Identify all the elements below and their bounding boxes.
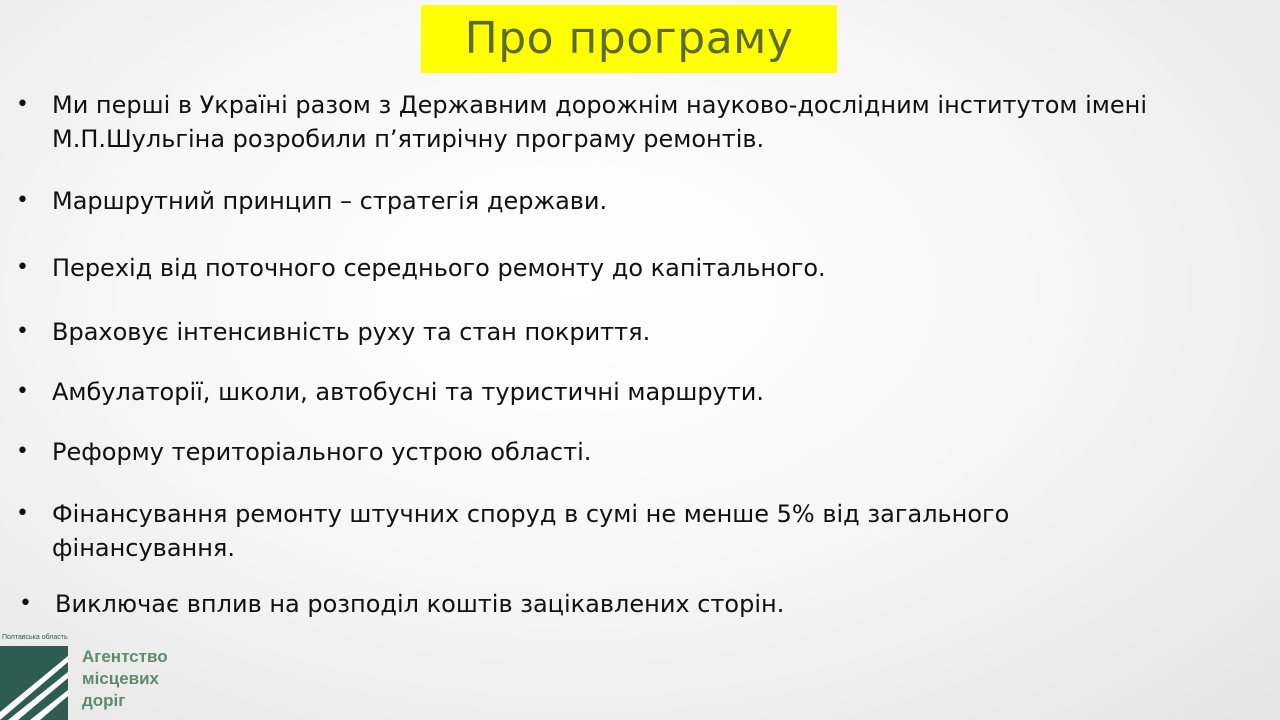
bullet-marker: • [16, 379, 29, 404]
bullet-text: Реформу територіального устрою області. [52, 438, 592, 466]
bullet-item [16, 315, 1222, 349]
bullet-item [16, 497, 1052, 565]
bullet-text: Амбулаторії, школи, автобусні та туристичні маршрути. [52, 378, 765, 406]
bullet-item [16, 435, 1222, 469]
bullet-text: Враховує інтенсивність руху та стан покриття. [52, 318, 651, 346]
bullet-text: Виключає вплив на розподіл коштів зацікавлених сторін. [55, 590, 785, 618]
bullet-marker: • [16, 439, 29, 464]
bullet-item [16, 88, 1222, 156]
bullet-item [19, 587, 1225, 621]
bullet-marker: • [16, 92, 29, 117]
agency-logo [0, 632, 190, 720]
logo-region-caption: Полтавська область [2, 634, 68, 641]
bullet-marker: • [16, 255, 29, 280]
slide-title: Про програму [464, 13, 794, 64]
bullet-marker: • [19, 591, 32, 616]
logo-wordmark [82, 646, 168, 712]
bullet-item [16, 251, 1222, 285]
title-banner [421, 5, 837, 73]
bullet-text: Фінансування ремонту штучних споруд в сумі не менше 5% від загального фінансування. [52, 500, 1010, 562]
bullet-marker: • [16, 501, 29, 526]
bullet-marker: • [16, 319, 29, 344]
bullet-item [16, 375, 1222, 409]
bullet-text: Перехід від поточного середнього ремонту до капітального. [52, 254, 826, 282]
bullet-marker: • [16, 188, 29, 213]
bullet-text: Ми перші в Україні разом з Державним дорожнім науково-дослідним інститутом імені М.П.Шульгіна розробили п’ятирічну програму ремонтів. [52, 91, 1148, 153]
logo-line: місцевих [82, 669, 160, 688]
bullet-text: Маршрутний принцип – стратегія держави. [52, 187, 608, 215]
road-logo-icon [0, 646, 68, 720]
logo-line: Агентство [82, 647, 168, 666]
bullet-item [16, 184, 1222, 218]
logo-line: доріг [82, 691, 126, 710]
